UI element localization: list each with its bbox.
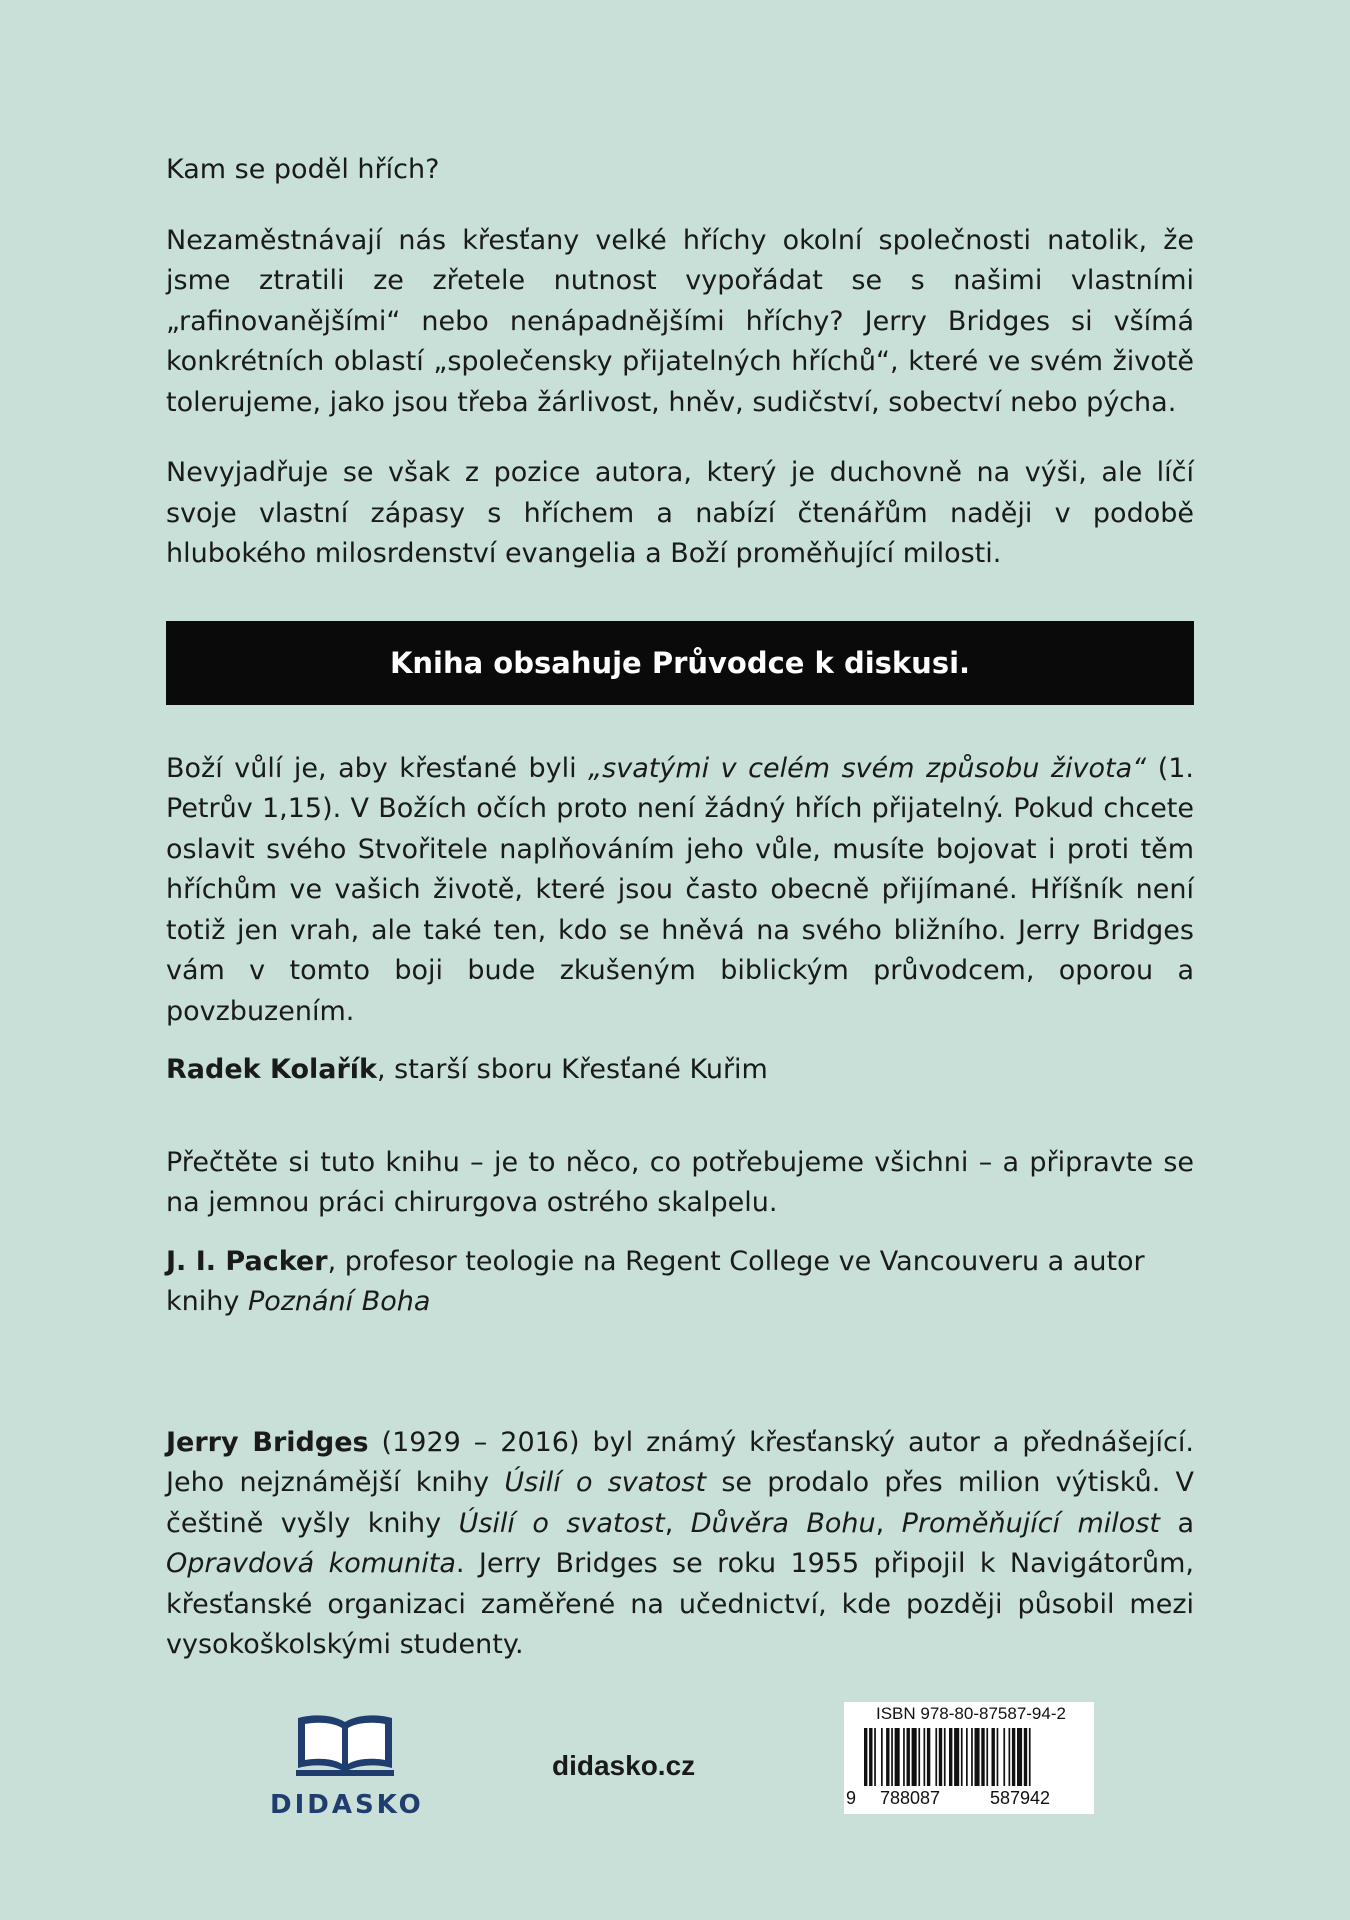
barcode-bar <box>1003 1728 1005 1786</box>
open-book-icon <box>290 1710 400 1782</box>
barcode-bar <box>992 1728 995 1786</box>
barcode-bar <box>966 1728 968 1786</box>
barcode-bar <box>944 1728 946 1786</box>
endorser-name: J. I. Packer <box>166 1245 328 1277</box>
bio-text: (1929 – 2016) byl známý křesťanský autor a přednášející. Jeho nejznámější knihy <box>166 1426 1194 1498</box>
book-title: Proměňující milost <box>901 1507 1160 1539</box>
back-cover-text <box>166 150 1194 1666</box>
barcode-bar <box>903 1728 905 1786</box>
discussion-guide-banner: Kniha obsahuje Průvodce k diskusi. <box>166 621 1194 705</box>
barcode-bar <box>924 1728 926 1786</box>
barcode-bar <box>939 1728 942 1786</box>
barcode-bar <box>864 1728 867 1786</box>
barcode-bar <box>935 1728 937 1786</box>
barcode-bar <box>907 1728 910 1786</box>
barcode-bar <box>997 1728 999 1786</box>
endorser-name: Radek Kolařík <box>166 1054 378 1085</box>
publisher-website: didasko.cz <box>552 1750 696 1781</box>
endorsement-kolarik <box>166 749 1194 1033</box>
barcode-bar <box>1012 1728 1015 1786</box>
intro-question: Kam se poděl hřích? <box>166 154 440 185</box>
barcode-bar <box>1029 1728 1031 1786</box>
endorser-role: , starší sboru Křesťané Kuřim <box>377 1054 768 1085</box>
barcode-bar <box>961 1728 963 1786</box>
barcode-digit-prefix: 9 <box>846 1788 857 1808</box>
endorsement-text-a: Boží vůlí je, aby křesťané byli <box>166 752 589 784</box>
barcode-bar <box>869 1728 872 1786</box>
barcode-bar <box>954 1728 959 1786</box>
barcode-bar <box>1009 1728 1011 1786</box>
bio-text: a <box>1159 1507 1194 1539</box>
barcode-bar <box>975 1728 980 1786</box>
isbn-label: ISBN 978-80-87587-94-2 <box>876 1704 1066 1723</box>
book-title: Úsilí o svatost <box>504 1467 707 1498</box>
barcode-bar <box>1017 1728 1022 1786</box>
book-title: Úsilí o svatost <box>458 1507 665 1539</box>
endorser-role: , profesor teologie na Regent College ve Vancouveru a autor knihy <box>166 1245 1145 1317</box>
author-name: Jerry Bridges <box>166 1426 369 1458</box>
bio-text: se prodalo přes milion výtisků. V češtině vyšly knihy <box>166 1467 1194 1539</box>
barcode-bar <box>912 1728 917 1786</box>
endorser-kolarik <box>166 1050 1194 1091</box>
bio-text: . Jerry Bridges se roku 1955 připojil k Navigátorům, křesťanské organizaci zaměřené na učednictví, kde později působil mezi vysokoškolskými studenty. <box>166 1548 1194 1660</box>
endorser-packer <box>166 1242 1194 1323</box>
publisher-name: DIDASKO <box>270 1790 424 1820</box>
barcode-bar <box>895 1728 900 1786</box>
barcode-bar <box>918 1728 920 1786</box>
barcode-bar <box>874 1728 876 1786</box>
endorsement-quote: „svatými v celém svém způsobu života“ <box>588 752 1147 784</box>
barcode-bar <box>927 1728 930 1786</box>
description-paragraph-1: Nezaměstnávají nás křesťany velké hříchy okolní společnosti natolik, že jsme ztratili ze zřetele nutnost vypořádat se s našimi vlastními „rafinovanějšími“ nebo nenápadnějšími hříchy? Jerry Bridges si všímá konkrétních oblastí „společensky přijatelných hříchů“, které ve svém životě tolerujeme, jako jsou třeba žárlivost, hněv, sudičství, sobectví nebo pýcha. <box>166 224 1194 418</box>
endorsement-packer: Přečtěte si tuto knihu – je to něco, co potřebujeme všichni – a připravte se na jemnou práci chirurgova ostrého skalpelu. <box>166 1146 1194 1218</box>
barcode-digits-right: 587942 <box>990 1788 1051 1808</box>
bio-text: , <box>875 1507 902 1539</box>
barcode-bar <box>986 1728 988 1786</box>
book-title: Opravdová komunita <box>166 1548 456 1579</box>
barcode-bar <box>881 1728 883 1786</box>
endorser-book: Poznání Boha <box>247 1286 431 1317</box>
barcode-bar <box>1024 1728 1027 1786</box>
barcode-bar <box>891 1728 893 1786</box>
book-title: Důvěra Bohu <box>690 1507 876 1539</box>
barcode-digits-left: 788087 <box>880 1788 941 1808</box>
barcode-bar <box>971 1728 973 1786</box>
barcode <box>864 1728 1080 1786</box>
bio-text: , <box>664 1507 691 1539</box>
publisher-logo <box>270 1710 424 1820</box>
endorsement-text-b: (1. Petrův 1,15). V Božích očích proto není žádný hřích přijatelný. Pokud chcete oslavit svého Stvořitele naplňováním jeho vůle, musíte bojovat i proti těm hříchům ve vašich životě, které jsou často obecně přijímané. Hříšník není totiž jen vrah, ale také ten, kdo se hněvá na svého bližního. Jerry Bridges vám v tomto boji bude zkušeným biblickým průvodcem, oporou a povzbuzením. <box>166 752 1194 1027</box>
barcode-bar <box>949 1728 952 1786</box>
barcode-bar <box>886 1728 889 1786</box>
author-bio <box>166 1423 1194 1666</box>
back-cover-footer <box>0 1690 1350 1830</box>
description-paragraph-2: Nevyjadřuje se však z pozice autora, který je duchovně na výši, ale líčí svoje vlastní zápasy s hříchem a nabízí čtenářům naději v podobě hlubokého milosrdenství evangelia a Boží proměňující milosti. <box>166 457 1194 569</box>
barcode-bar <box>981 1728 984 1786</box>
